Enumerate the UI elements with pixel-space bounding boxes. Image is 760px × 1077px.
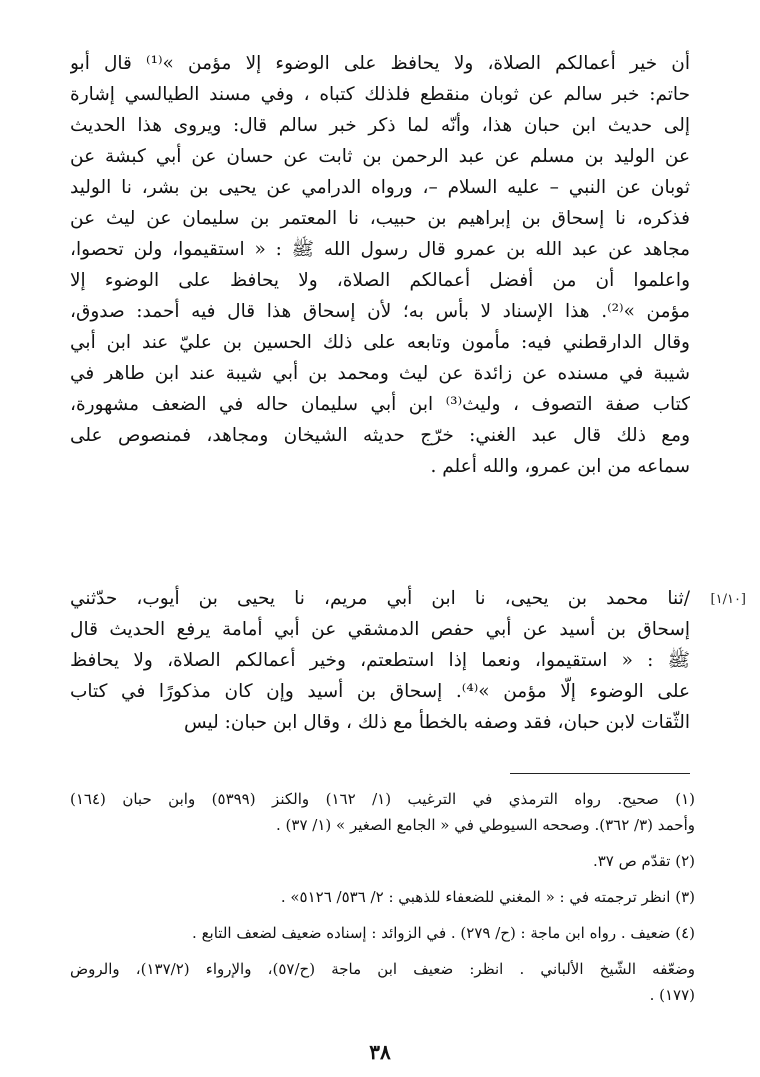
- text-line: ومع ذلك قال عبد الغني: خرّج حديثه الشيخان ومجاهد، فمنصوص على: [70, 425, 690, 446]
- text-line: /ثنا محمد بن يحيى، نا ابن أبي مريم، نا يحيى بن أيوب، حدّثني: [70, 588, 690, 609]
- footnote-line: (٣) انظر ترجمته في : « المغني للضعفاء للذهبي : ٢/ ٥٣٦/ ٥١٢٦» .: [280, 888, 695, 906]
- manuscript-folio-marker: [١/١٠]: [710, 592, 746, 607]
- text-line: عن الوليد بن مسلم عن عبد الرحمن بن ثابت عن حسان عن أبي كبشة عن: [70, 146, 690, 167]
- footnote-line: وأحمد (٣/ ٣٦٢). وصححه السيوطي في « الجامع الصغير » (١/ ٣٧) .: [276, 816, 695, 834]
- footnote: [70, 884, 695, 910]
- main-text-section-1: [70, 48, 690, 482]
- footnote: [70, 786, 695, 838]
- footnote-divider: [510, 773, 690, 774]
- text-line: حاتم: خبر سالم عن ثوبان منقطع فلذلك كتباه ، وفي مسند الطيالسي إشارة: [70, 84, 690, 105]
- text-line: شيبة في مسنده عن زائدة عن ليث ومحمد بن أبي شيبة عند ابن طاهر في: [70, 363, 690, 384]
- footnote: [70, 920, 695, 946]
- footnote-line: وضعّفه الشّيخ الألباني . انظر: ضعيف ابن ماجة (ح/٥٧)، والإرواء (١٣٧/٢)، والروض: [70, 960, 695, 978]
- text-line: واعلموا أن من أفضل أعمالكم الصلاة، ولا يحافظ على الوضوء إلا: [70, 270, 690, 291]
- text-line: على الوضوء إلّا مؤمن »⁽⁴⁾. إسحاق بن أسيد وإن كان مذكورًا في كتاب: [70, 681, 690, 702]
- text-line: الثّقات لابن حبان، فقد وصفه بالخطأ مع ذلك ، وقال ابن حبان: ليس: [183, 712, 690, 733]
- text-line: ثوبان عن النبي – عليه السلام –، ورواه الدرامي عن يحيى بن بشر، نا الوليد: [70, 177, 690, 198]
- text-line: إسحاق بن أسيد عن أبي حفص الدمشقي عن أبي أمامة يرفع الحديث قال: [70, 619, 690, 640]
- footnote-line: (١) صحيح. رواه الترمذي في الترغيب (١/ ١٦٢) والكنز (٥٣٩٩) وابن حبان (١٦٤): [70, 790, 695, 808]
- footnote: [70, 956, 695, 1008]
- text-line: كتاب صفة التصوف ، وليث⁽³⁾ ابن أبي سليمان حاله في الضعف مشهورة،: [70, 394, 690, 415]
- text-line: مؤمن »⁽²⁾. هذا الإسناد لا بأس به؛ لأن إسحاق هذا قال فيه أحمد: صدوق،: [70, 301, 690, 322]
- footnote-line: (١٧٧) .: [649, 986, 695, 1004]
- text-line: إلى حديث ابن حبان هذا، وأنّه لما ذكر خبر سالم قال: ويروى هذا الحديث: [70, 115, 690, 136]
- footnotes: [70, 786, 695, 1018]
- text-line: سماعه من ابن عمرو، والله أعلم .: [430, 456, 690, 477]
- footnote-line: (٢) تقدّم ص ٣٧.: [592, 852, 695, 870]
- main-text-section-2: [70, 583, 690, 738]
- footnote-line: (٤) ضعيف . رواه ابن ماجة : (ح/ ٢٧٩) . في الزوائد : إسناده ضعيف لضعف التابع .: [192, 924, 695, 942]
- footnote: [70, 848, 695, 874]
- text-line: أن خير أعمالكم الصلاة، ولا يحافظ على الوضوء إلا مؤمن »⁽¹⁾ قال أبو: [70, 53, 690, 74]
- page-number: ٣٨: [369, 1040, 391, 1064]
- text-line: مجاهد عن عبد الله بن عمرو قال رسول الله ﷺ : « استقيموا، ولن تحصوا،: [70, 239, 690, 260]
- text-line: وقال الدارقطني فيه: مأمون وتابعه على ذلك الحسين بن عليّ عند ابن أبي: [70, 332, 690, 353]
- text-line: فذكره، نا إسحاق بن إبراهيم بن حبيب، نا المعتمر بن سليمان عن ليث عن: [70, 208, 690, 229]
- text-line: ﷺ : « استقيموا، ونعما إذا استطعتم، وخير أعمالكم الصلاة، ولا يحافظ: [70, 650, 690, 671]
